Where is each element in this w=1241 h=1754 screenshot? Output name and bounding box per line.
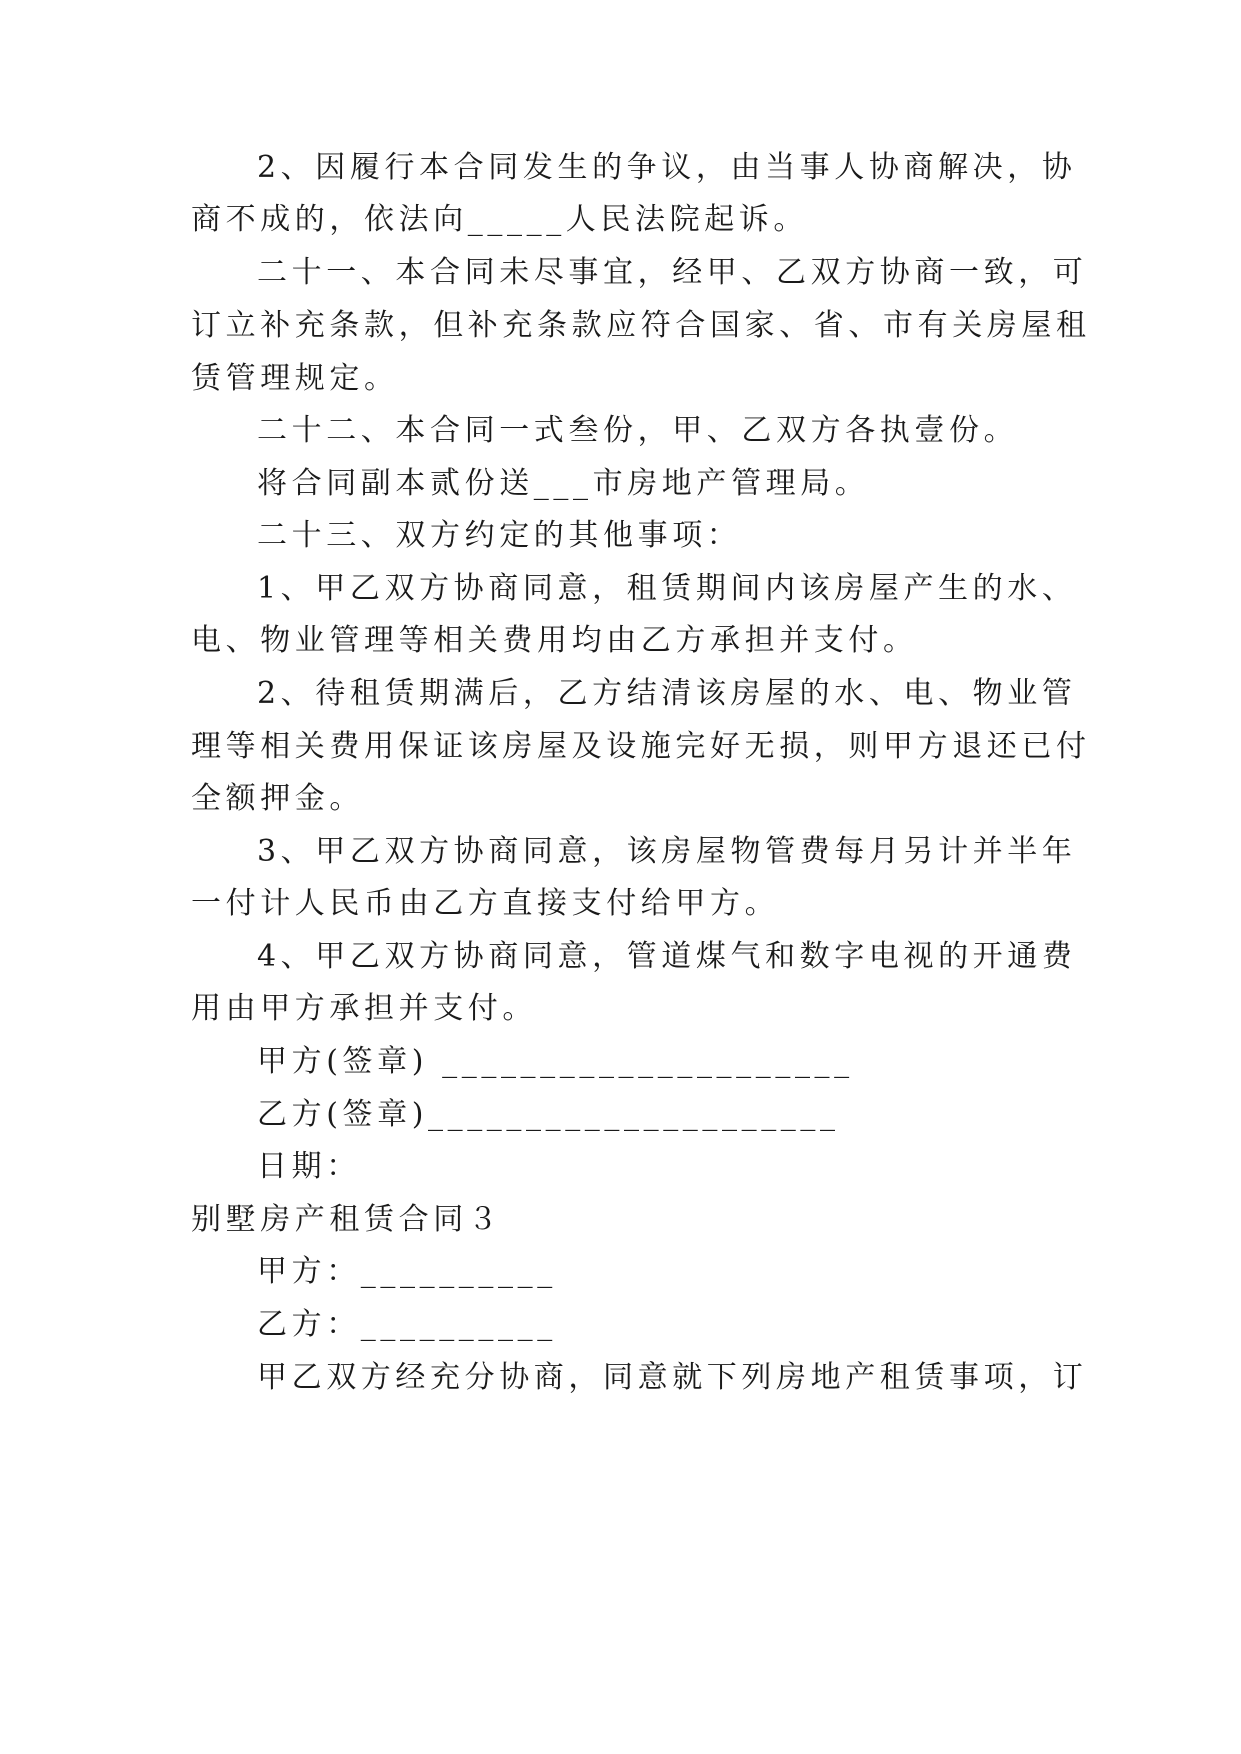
paragraph-line: 甲乙双方经充分协商，同意就下列房地产租赁事项，订 xyxy=(257,1360,1088,1395)
paragraph-line: 1、甲乙双方协商同意，租赁期间内该房屋产生的水、 xyxy=(257,571,1077,606)
section-title: 别墅房产租赁合同３ xyxy=(191,1202,503,1237)
paragraph-line: 商不成的，依法向_____人民法院起诉。 xyxy=(191,202,808,237)
paragraph-line: 将合同副本贰份送___市房地产管理局。 xyxy=(257,466,870,501)
paragraph-line: 一付计人民币由乙方直接支付给甲方。 xyxy=(191,886,780,921)
paragraph-line: 二十三、双方约定的其他事项： xyxy=(257,518,742,553)
date-label: 日期： xyxy=(257,1149,361,1184)
paragraph-line: 用由甲方承担并支付。 xyxy=(191,991,537,1026)
paragraph-line: 电、物业管理等相关费用均由乙方承担并支付。 xyxy=(191,623,918,658)
party-a-line: 甲方：__________ xyxy=(257,1254,557,1289)
paragraph-line: 赁管理规定。 xyxy=(191,361,399,396)
paragraph-line: 全额押金。 xyxy=(191,781,364,816)
paragraph-line: 3、甲乙双方协商同意，该房屋物管费每月另计并半年 xyxy=(257,834,1077,869)
paragraph-line: 2、因履行本合同发生的争议，由当事人协商解决，协 xyxy=(257,150,1077,185)
paragraph-line: 4、甲乙双方协商同意，管道煤气和数字电视的开通费 xyxy=(257,939,1077,974)
paragraph-line: 订立补充条款，但补充条款应符合国家、省、市有关房屋租 xyxy=(191,308,1091,343)
signature-line-party-b: 乙方(签章)_____________________ xyxy=(257,1097,840,1132)
signature-line-party-a: 甲方(签章) _____________________ xyxy=(257,1044,854,1079)
paragraph-line: 2、待租赁期满后，乙方结清该房屋的水、电、物业管 xyxy=(257,676,1077,711)
paragraph-line: 二十一、本合同未尽事宜，经甲、乙双方协商一致，可 xyxy=(257,255,1088,290)
paragraph-line: 理等相关费用保证该房屋及设施完好无损，则甲方退还已付 xyxy=(191,729,1091,764)
paragraph-line: 二十二、本合同一式叁份，甲、乙双方各执壹份。 xyxy=(257,413,1019,448)
party-b-line: 乙方：__________ xyxy=(257,1307,557,1342)
